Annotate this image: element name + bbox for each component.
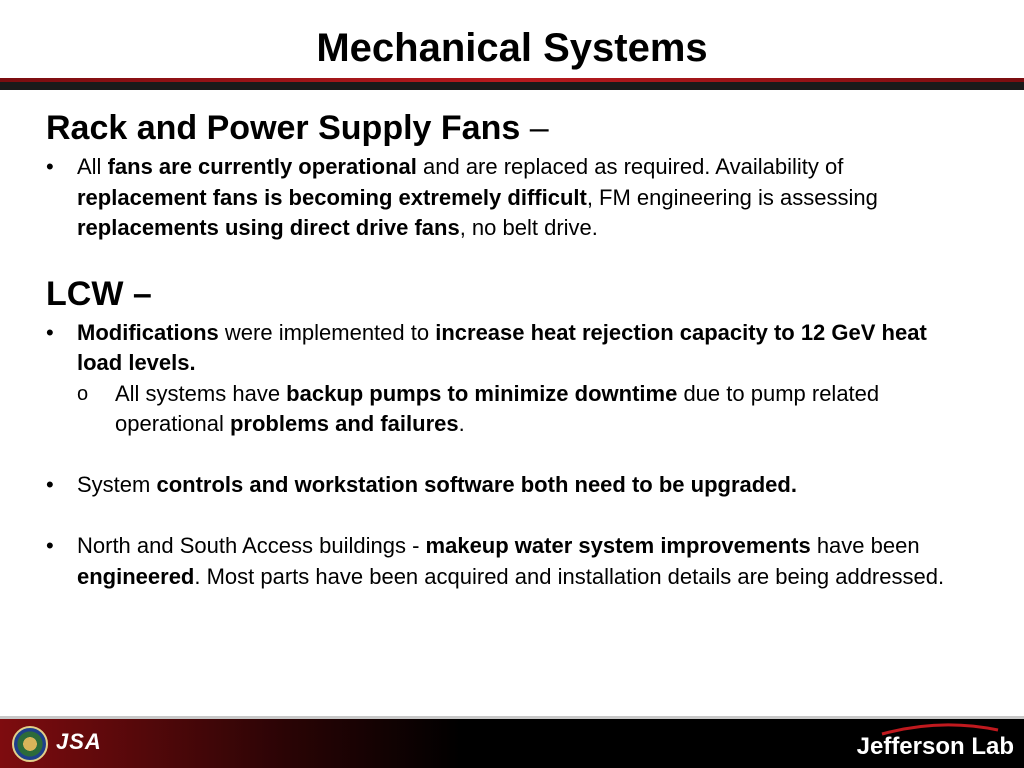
section-heading-lcw-text: LCW	[46, 274, 124, 313]
bullet-access-buildings	[46, 531, 966, 592]
sub-bullet-backup-pumps	[46, 379, 966, 440]
slide-body	[46, 104, 966, 592]
bullet-text: have been	[810, 533, 920, 558]
jefferson-lab-logo: Jefferson Lab	[856, 733, 1014, 760]
bullet-emphasis: makeup water system improvements	[425, 533, 811, 558]
spacer	[46, 440, 966, 471]
bullet-emphasis: fans are currently operational	[107, 154, 417, 179]
bullet-text: All systems have	[115, 380, 287, 406]
bullet-text: , no belt drive.	[459, 215, 598, 240]
bullet-emphasis: backup pumps to minimize downtime	[286, 380, 678, 406]
sub-bullet-marker: o	[77, 382, 89, 405]
jsa-logo: JSA	[56, 729, 102, 754]
bullet-modifications	[46, 318, 966, 379]
bullet-marker: •	[46, 533, 54, 558]
bullet-fans	[46, 152, 966, 244]
title-divider-dark	[0, 82, 1024, 90]
bullet-text: were implemented to	[218, 319, 436, 345]
bullet-text: . Most parts have been acquired and installation details are being addressed.	[194, 563, 945, 589]
spacer	[46, 501, 966, 532]
section-heading-fans-text: Rack and Power Supply Fans	[46, 109, 521, 147]
bullet-emphasis: replacements using direct drive fans	[77, 215, 460, 240]
bullet-text: North and South Access buildings -	[77, 533, 426, 558]
bullet-text: All	[77, 154, 108, 179]
bullet-emphasis: Modifications	[77, 319, 219, 345]
bullet-controls	[46, 470, 966, 501]
slide-title: Mechanical Systems	[316, 26, 708, 70]
bullet-emphasis: replacement fans is becoming extremely difficult	[77, 184, 587, 210]
bullet-text: System	[77, 472, 157, 497]
bullet-emphasis: increase heat rejection capacity to 12 GeV heat load levels.	[77, 319, 927, 375]
bullet-text: .	[458, 411, 465, 436]
section-heading-lcw	[46, 270, 966, 318]
section-heading-fans-dash: –	[520, 109, 549, 147]
section-heading-fans	[46, 104, 966, 152]
section-heading-lcw-dash: –	[123, 274, 152, 313]
bullet-emphasis: controls and workstation software both need to be upgraded.	[156, 472, 797, 497]
bullet-emphasis: engineered	[77, 563, 195, 589]
bullet-marker: •	[46, 472, 54, 497]
doe-seal-icon	[12, 726, 48, 762]
bullet-marker: •	[46, 154, 54, 179]
bullet-marker: •	[46, 319, 54, 345]
bullet-emphasis: problems and failures	[229, 411, 459, 436]
bullet-text: , FM engineering is assessing	[586, 184, 878, 210]
bullet-text: due to pump related operational	[115, 380, 880, 436]
bullet-text: and are replaced as required. Availability of	[416, 154, 844, 179]
